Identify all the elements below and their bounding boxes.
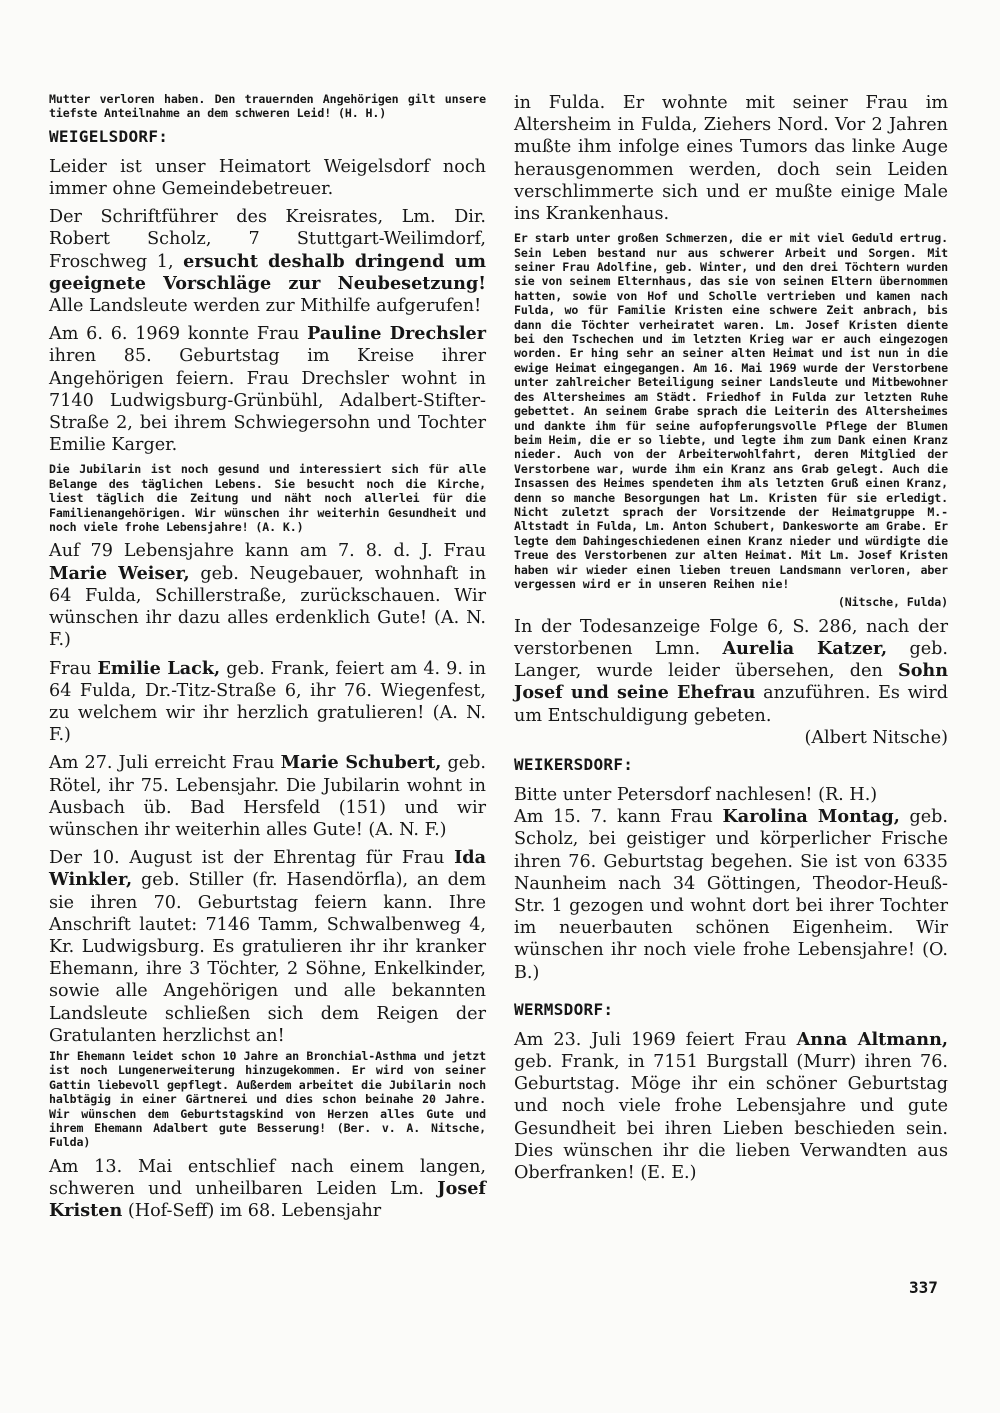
paragraph-correction-notice: In der Todesanzeige Folge 6, S. 286, nach der verstorbenen Lmn. Aurelia Katzer, geb. Langer, wurde leider übersehen, den Sohn Josef und seine Ehefrau anzuführen. Es wird um Entschuldigung gebeten. xyxy=(514,616,949,726)
paragraph-kristen-obituary: Am 13. Mai entschlief nach einem langen, schweren und unheilbaren Leiden Lm. Josef Kristen (Hof-Seff) im 68. Lebensjahr xyxy=(49,1156,486,1222)
paragraph-montag-birthday: Am 15. 7. kann Frau Karolina Montag, geb. Scholz, bei geistiger und körperlicher Frische ihren 76. Geburtstag begehen. Sie ist von 6335 Naunheim nach 34 Göttingen, Theodor-Heuß-Str. 1 gezogen und wohnt dort bei ihrer Tochter im neuerbauten schönen Eigenheim. Wir wünschen ihr noch viele frohe Lebensjahre! (O. B.) xyxy=(514,806,949,983)
name-josef-kristen: Josef Kristen xyxy=(49,1178,486,1222)
note-kristen-obituary: Er starb unter großen Schmerzen, die er mit viel Geduld ertrug. Sein Leben bestand nur aus schwerer Arbeit und Sorgen. Mit seiner Frau Adolfine, geb. Winter, und den drei Töchtern wurden sie von seinem Elternhaus, das sie von seinen Eltern übernommen hatten, sowie von Hof und Scholle vertrieben und kamen nach Fulda, wo für Familie Kristen eine schwere Zeit anbrach, bis dann die Töchter verheiratet waren. Lm. Josef Kristen diente bei den Tschechen und im letzten Krieg war er auch eingezogen worden. Er hing sehr an seiner alten Heimat und ist nun in die ewige Heimat eingegangen. Am 16. Mai 1969 wurde der Verstorbene unter zahlreicher Beteiligung seiner Landsleute und Mitbewohner des Altersheimes am Städt. Friedhof in Fulda zur letzten Ruhe gebettet. An seinem Grabe sprach die Leiterin des Altersheimes und dankte ihm für seine aufopferungsvolle Pflege der Blumen beim Heim, die er so liebte, und legte ihm zum Dank einen Kranz nieder. Auch von der Arbeiterwohlfahrt, deren Mitglied der Verstorbene war, wurde ihm ein Kranz ans Grab gelegt. Auch die Insassen des Heimes spendeten ihm als letzten Gruß einen Kranz, denn so manche Besorgungen hat Lm. Kristen für sie erledigt. Nicht zuletzt sprach der Vorsitzende der Heimatgruppe M.-Altstadt in Fulda, Lm. Anton Schubert, Dankesworte am Grabe. Er legte dem Dahingeschiedenen einen Kranz nieder und würdigte die Treue des Verstorbenen zur alten Heimat. Mit Lm. Josef Kristen haben wir wieder einen lieben treuen Landsmann verloren, aber vergessen wird er in unseren Reihen nie! xyxy=(514,231,948,591)
paragraph-winkler-birthday: Der 10. August ist der Ehrentag für Frau Ida Winkler, geb. Stiller (fr. Hasendörfla), an dem sie ihren 70. Geburtstag feiern kann. Ihre Anschrift lautet: 7146 Tamm, Schwalbenweg 4, Kr. Ludwigsburg. Es gratulieren ihr ihr kranker Ehemann, ihre 3 Töchter, 2 Söhne, Enkelkinder, sowie alle Angehörigen und alle bekannten Landsleute schließen sich dem Reigen der Gratulanten herzlichst an! xyxy=(49,847,487,1046)
condolence-note: Mutter verloren haben. Den trauernden Angehörigen gilt unsere tiefste Anteilnahme an dem schweren Leid! (H. H.) xyxy=(49,92,486,121)
name-pauline-drechsler: Pauline Drechsler xyxy=(307,323,487,345)
paragraph-call-for-proposals: Der Schriftführer des Kreisrates, Lm. Dir. Robert Scholz, 7 Stuttgart-Weilimdorf, Froschweg 1, ersucht deshalb dringend um geeignete Vorschläge zur Neubesetzung! Alle Landsleute werden zur Mithilfe aufgerufen! xyxy=(49,207,486,317)
section-heading-wermsdorf: WERMSDORF: xyxy=(514,999,614,1019)
paragraph-drechsler-birthday: Am 6. 6. 1969 konnte Frau Pauline Drechsler ihren 85. Geburtstag im Kreise ihrer Angehörigen feiern. Frau Drechsler wohnt in 7140 Ludwigsburg-Grünbühl, Adalbert-Stifter-Straße 2, bei ihrem Schwiegersohn und Tochter Emilie Karger. xyxy=(49,323,487,456)
paragraph-altmann-birthday: Am 23. Juli 1969 feiert Frau Anna Altmann, geb. Frank, in 7151 Burgstall (Murr) ihren 76. Geburtstag. Möge ihr ein schöner Geburtstag und noch viele frohe Lebensjahre und gute Gesundheit bei ihren Lieben beschieden sein. Dies wünschen ihr die lieben Verwandten aus Oberfranken! (E. E.) xyxy=(514,1028,948,1184)
name-karolina-montag: Karolina Montag, xyxy=(722,806,900,828)
bold-request: ersucht deshalb dringend um geeignete Vorschläge zur Neubesetzung! xyxy=(49,250,486,294)
bold-son-and-wife: Sohn Josef und seine Ehefrau xyxy=(514,660,949,704)
right-column xyxy=(514,92,948,1190)
name-anna-altmann: Anna Altmann, xyxy=(796,1028,948,1050)
name-marie-weiser: Marie Weiser, xyxy=(49,562,190,584)
paragraph-see-petersdorf: Bitte unter Petersdorf nachlesen! (R. H.) xyxy=(514,785,878,805)
paragraph-schubert-birthday: Am 27. Juli erreicht Frau Marie Schubert, geb. Rötel, ihr 75. Lebensjahr. Die Jubilarin wohnt in Ausbach üb. Bad Hersfeld (151) und wir wünschen ihr weiterhin alles Gute! (A. N. F.) xyxy=(49,752,487,840)
paragraph-lack-birthday: Frau Emilie Lack, geb. Frank, feiert am 4. 9. in 64 Fulda, Dr.-Titz-Straße 6, ihr 76. Wiegenfest, zu welchem wir ihr herzlich gratulieren! (A. N. F.) xyxy=(49,657,486,746)
note-winkler: Ihr Ehemann leidet schon 10 Jahre an Bronchial-Asthma und jetzt ist noch Lungenerweiterung hinzugekommen. Er wird von seiner Gattin liebevoll gepflegt. Außerdem arbeitet die Jubilarin noch halbtägig in einer Gärtnerei und dies schon beinahe 20 Jahre. Wir wünschen dem Geburtstagskind von Herzen alles Gute und ihrem Ehemann Adalbert gute Besserung! (Ber. v. A. Nitsche, Fulda) xyxy=(49,1048,486,1150)
name-aurelia-katzer: Aurelia Katzer, xyxy=(722,637,888,659)
note-drechsler: Die Jubilarin ist noch gesund und interessiert sich für alle Belange des täglichen Lebens. Sie besucht noch die Kirche, liest täglich die Zeitung und näht noch allerlei für die Familienangehörigen. Wir wünschen ihr weiterhin Gesundheit und noch viele frohe Lebensjahre! (A. K.) xyxy=(49,462,486,535)
paragraph-weiser-birthday: Auf 79 Lebensjahre kann am 7. 8. d. J. Frau Marie Weiser, geb. Neugebauer, wohnhaft in 64 Fulda, Schillerstraße, zurückschauen. Wir wünschen ihr dazu alles erdenklich Gute! (A. N. F.) xyxy=(49,541,487,651)
paragraph-kristen-continued: in Fulda. Er wohnte mit seiner Frau im Altersheim in Fulda, Ziehers Nord. Vor 2 Jahren mußte ihm infolge eines Tumors das linke Auge herausgenommen werden, doch sein Leiden verschlimmerte sich und er mußte einige Male ins Krankenhaus. xyxy=(514,93,948,225)
section-heading-weigelsdorf: WEIGELSDORF: xyxy=(49,126,169,146)
name-emilie-lack: Emilie Lack, xyxy=(97,657,221,679)
signature-albert-nitsche: (Albert Nitsche) xyxy=(804,727,948,748)
name-ida-winkler: Ida Winkler, xyxy=(49,847,487,891)
page-number: 337 xyxy=(909,1278,938,1297)
signature-nitsche-fulda: (Nitsche, Fulda) xyxy=(837,595,948,610)
section-heading-weikersdorf: WEIKERSDORF: xyxy=(514,755,634,774)
name-marie-schubert: Marie Schubert, xyxy=(280,752,442,774)
paragraph-no-caretaker: Leider ist unser Heimatort Weigelsdorf noch immer ohne Gemeindebetreuer. xyxy=(49,156,486,200)
left-column xyxy=(49,92,486,1228)
